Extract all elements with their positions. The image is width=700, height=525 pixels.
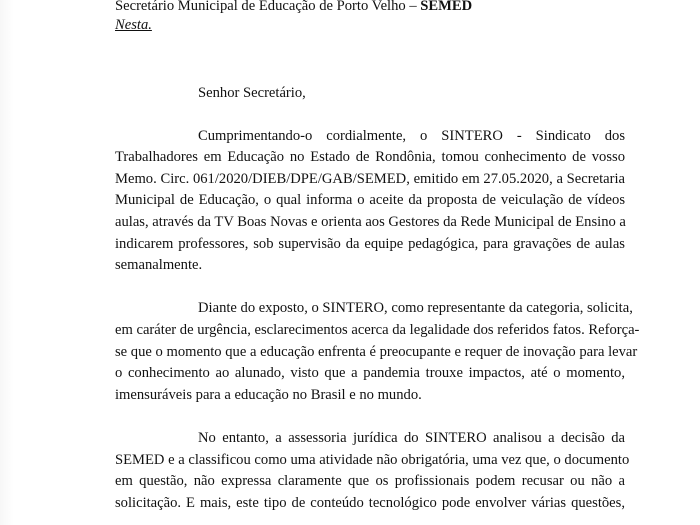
paragraph-2-line-1: Diante do exposto, o SINTERO, como representante da categoria, solicita, <box>198 300 633 316</box>
paragraph-3-line-4: solicitação. E mais, este tipo de conteúdo tecnológico pode envolver várias questões, <box>115 495 625 511</box>
scan-edge-shadow <box>0 0 14 525</box>
recipient-org: SEMED <box>420 0 473 14</box>
paragraph-1-line-7: semanalmente. <box>115 257 203 273</box>
paragraph-1-line-1: Cumprimentando-o cordialmente, o SINTERO - Sindicato dos <box>198 128 625 144</box>
paragraph-3-line-1: No entanto, a assessoria jurídica do SINTERO analisou a decisão da <box>198 430 625 446</box>
paragraph-1-line-3: Memo. Circ. 061/2020/DIEB/DPE/GAB/SEMED, emitido em 27.05.2020, a Secretaria <box>115 171 625 187</box>
paragraph-1-line-5: aulas, através da TV Boas Novas e orienta aos Gestores da Rede Municipal de Ensino a <box>115 214 626 230</box>
paragraph-1-line-4: Municipal de Educação, o qual informa o aceite da proposta de veiculação de vídeos <box>115 192 625 208</box>
salutation: Senhor Secretário, <box>198 85 306 101</box>
paragraph-2-line-3: se que o momento que a educação enfrenta é preocupante e requer de inovação para levar <box>115 344 638 360</box>
paragraph-2-line-5: imensuráveis para a educação no Brasil e no mundo. <box>115 387 422 403</box>
paragraph-3-line-2: SEMED e a classificou como uma atividade não obrigatória, uma vez que, o documento <box>115 452 630 468</box>
recipient-nesta: Nesta. <box>115 17 152 33</box>
paragraph-1-line-2: Trabalhadores em Educação no Estado de Rondônia, tomou conhecimento de vosso <box>115 149 625 165</box>
paragraph-1-line-6: indicarem professores, sob supervisão da equipe pedagógica, para gravações de aulas <box>115 236 625 252</box>
paragraph-2-line-2: em caráter de urgência, esclarecimentos acerca da legalidade dos referidos fatos. Reforça- <box>115 322 640 338</box>
paragraph-3-line-3: em questão, não expressa claramente que os profissionais podem recusar ou não a <box>115 473 625 489</box>
recipient-line-1 <box>115 0 472 15</box>
paragraph-2-line-4: o conhecimento ao alunado, visto que a pandemia trouxe impactos, até o momento, <box>115 365 625 381</box>
recipient-title: Secretário Municipal de Educação de Porto Velho – <box>115 0 421 14</box>
